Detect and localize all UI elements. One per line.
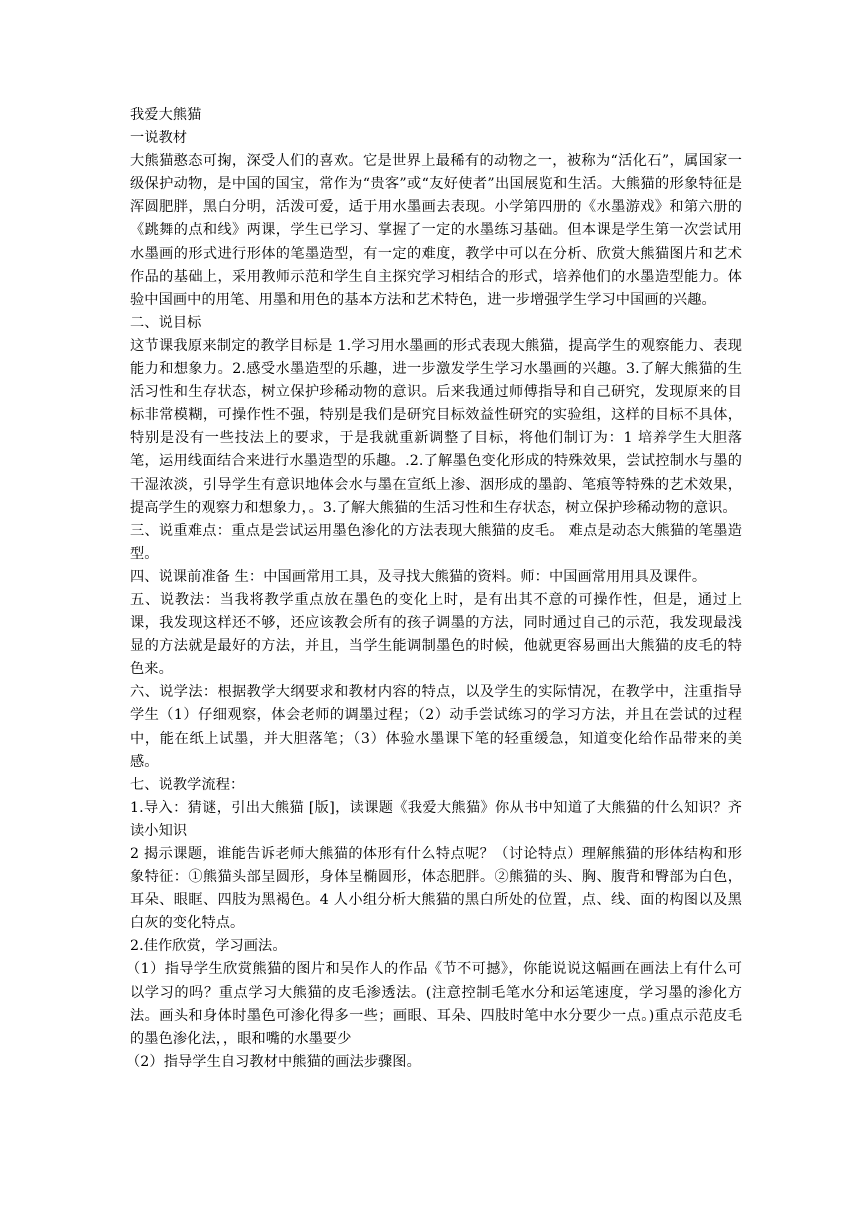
paragraph: 四、说课前准备 生：中国画常用工具，及寻找大熊猫的资料。师：中国画常用用具及课件。	[130, 568, 707, 585]
section-heading: 一说教材	[130, 130, 188, 147]
paragraph: 三、说重难点：重点是尝试运用墨色渗化的方法表现大熊猫的皮毛。 难点是动态大熊猫的笔墨造型。	[130, 522, 742, 562]
paragraph: 2 揭示课题，谁能告诉老师大熊猫的体形有什么特点呢？（讨论特点）理解熊猫的形体结构和形象特征：①熊猫头部呈圆形，身体呈椭圆形，体态肥胖。②熊猫的头、胸、腹背和臀部为白色，耳朵、眼眶、四肢为黑褐色。4 人小组分析大熊猫的黑白所处的位置，点、线、面的构图以及黑白灰的变化特点。	[130, 846, 742, 932]
paragraph: 五、说教法：当我将教学重点放在墨色的变化上时，是有出其不意的可操作性，但是，通过上课，我发现这样还不够，还应该教会所有的孩子调墨的方法，同时通过自己的示范，我发现最浅显的方法就是最好的方法，并且，当学生能调制墨色的时候，他就更容易画出大熊猫的皮毛的特色来。	[130, 591, 742, 678]
section-heading: 二、说目标	[130, 314, 202, 331]
paragraph: 六、说学法：根据教学大纲要求和教材内容的特点，以及学生的实际情况，在教学中，注重指导学生（1）仔细观察，体会老师的调墨过程；（2）动手尝试练习的学习方法，并且在尝试的过程中，能在纸上试墨，并大胆落笔；（3）体验水墨课下笔的轻重缓急，知道变化给作品带来的美感。	[130, 684, 742, 770]
paragraph: 大熊猫憨态可掬，深受人们的喜欢。它是世界上最稀有的动物之一，被称为“活化石”，属国家一级保护动物，是中国的国宝，常作为“贵客”或“友好使者”出国展览和生活。大熊猫的形象特征是浑圆肥胖，黑白分明，活泼可爱，适于用水墨画去表现。小学第四册的《水墨游戏》和第六册的《跳舞的点和线》两课，学生已学习、掌握了一定的水墨练习基础。但本课是学生第一次尝试用水墨画的形式进行形体的笔墨造型，有一定的难度，教学中可以在分析、欣赏大熊猫图片和艺术作品的基础上，采用教师示范和学生自主探究学习相结合的形式，培养他们的水墨造型能力。体验中国画中的用笔、用墨和用色的基本方法和艺术特色，进一步增强学生学习中国画的兴趣。	[130, 153, 742, 308]
paragraph: 2.佳作欣赏，学习画法。	[130, 938, 287, 955]
paragraph: 1.导入：猜谜，引出大熊猫 [版]，读课题《我爱大熊猫》你从书中知道了大熊猫的什么知识？齐读小知识	[130, 799, 742, 839]
document-body	[126, 104, 742, 1074]
document-title: 我爱大熊猫	[130, 107, 202, 123]
section-heading: 七、说教学流程：	[130, 776, 245, 793]
paragraph: 这节课我原来制定的教学目标是 1.学习用水墨画的形式表现大熊猫，提高学生的观察能力、表现能力和想象力。2.感受水墨造型的乐趣，进一步激发学生学习水墨画的兴趣。3.了解大熊猫的生活习性和生存状态，树立保护珍稀动物的意识。后来我通过师傅指导和自己研究，发现原来的目标非常模糊，可操作性不强，特别是我们是研究目标效益性研究的实验组，这样的目标不具体，特别是没有一些技法上的要求，于是我就重新调整了目标，将他们制订为：1 培养学生大胆落笔，运用线面结合来进行水墨造型的乐趣。.2.了解墨色变化形成的特殊效果，尝试控制水与墨的干湿浓淡，引导学生有意识地体会水与墨在宣纸上渗、洇形成的墨韵、笔痕等特殊的艺术效果，提高学生的观察力和想象力，。3.了解大熊猫的生活习性和生存状态，树立保护珍稀动物的意识。	[130, 337, 742, 516]
paragraph: （2）指导学生自习教材中熊猫的画法步骤图。	[126, 1053, 421, 1070]
paragraph: （1）指导学生欣赏熊猫的图片和吴作人的作品《节不可撼》，你能说说这幅画在画法上有什么可以学习的吗？重点学习大熊猫的皮毛渗透法。(注意控制毛笔水分和运笔速度，学习墨的渗化方法。画头和身体时墨色可渗化得多一些；画眼、耳朵、四肢时笔中水分要少一点。)重点示范皮毛的墨色渗化法，，眼和嘴的水墨要少	[126, 961, 742, 1047]
